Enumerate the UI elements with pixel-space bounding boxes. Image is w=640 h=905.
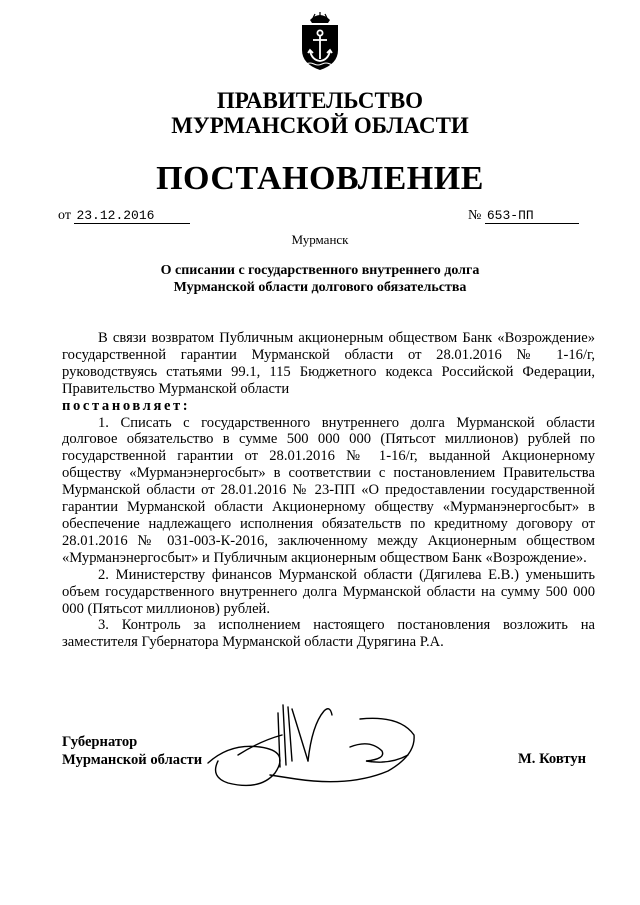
number-prefix: № (468, 208, 482, 223)
organization-line-2: МУРМАНСКОЙ ОБЛАСТИ (171, 113, 469, 138)
coat-of-arms-icon (296, 12, 344, 72)
document-city: Мурманск (291, 232, 349, 247)
subject-line-2: Мурманской области долгового обязательства (173, 280, 467, 295)
intro-paragraph: В связи возвратом Публичным акционерным обществом Банк «Возрождение» государственной гарантии Мурманской области от 28.01.2016 № 1-16/г, руководствуясь статьями 99.1, 115 Бюджетного кодекса Российской Федерации, Правительство Мурманской области (62, 330, 595, 397)
document-date (58, 208, 190, 224)
signatory-name: М. Ковтун (518, 751, 587, 767)
document-subject (0, 262, 640, 296)
resolve-heading: постановляет: (62, 397, 191, 414)
item-3-paragraph: 3. Контроль за исполнением настоящего постановления возложить на заместителя Губернатора Мурманской области Дурягина Р.А. (62, 617, 595, 651)
number-value: 653-ПП (485, 209, 579, 224)
organization-name (0, 88, 640, 138)
signatory-title-line-1: Губернатор (62, 734, 138, 750)
item-1-paragraph: 1. Списать с государственного внутреннего долга Мурманской области долговое обязательство в сумме 500 000 000 (Пятьсот миллионов) рублей по государственной гарантии от 28.01.2016 № 1-16/г, выданной Акционерному обществу «Мурманэнергосбыт» в соответствии с постановлением Правительства Мурманской области от 28.01.2016 № 23-ПП «О предоставлении государственной гарантии Мурманской области Акционерному обществу «Мурманэнергосбыт» в обеспечение надлежащего исполнения обязательств по кредитному договору от 28.01.2016 № 031-003-К-2016, заключенному между Акционерным обществом «Мурманэнергосбыт» и Публичным акционерным обществом Банк «Возрождение». (62, 414, 595, 566)
document-number (468, 208, 579, 224)
handwritten-signature (200, 695, 430, 795)
signatory-title (62, 733, 202, 769)
document-body (62, 330, 595, 651)
subject-line-1: О списании с государственного внутреннего долга (160, 263, 480, 278)
item-2-paragraph: 2. Министерству финансов Мурманской области (Дягилева Е.В.) уменьшить объем государственного внутреннего долга Мурманской области на сумму 500 000 000 (Пятьсот миллионов) рублей. (62, 566, 595, 617)
document-type: ПОСТАНОВЛЕНИЕ (156, 160, 484, 197)
organization-line-1: ПРАВИТЕЛЬСТВО (216, 88, 424, 113)
signatory-title-line-2: Мурманской области (62, 752, 203, 768)
date-value: 23.12.2016 (74, 209, 190, 224)
date-prefix: от (58, 208, 71, 223)
